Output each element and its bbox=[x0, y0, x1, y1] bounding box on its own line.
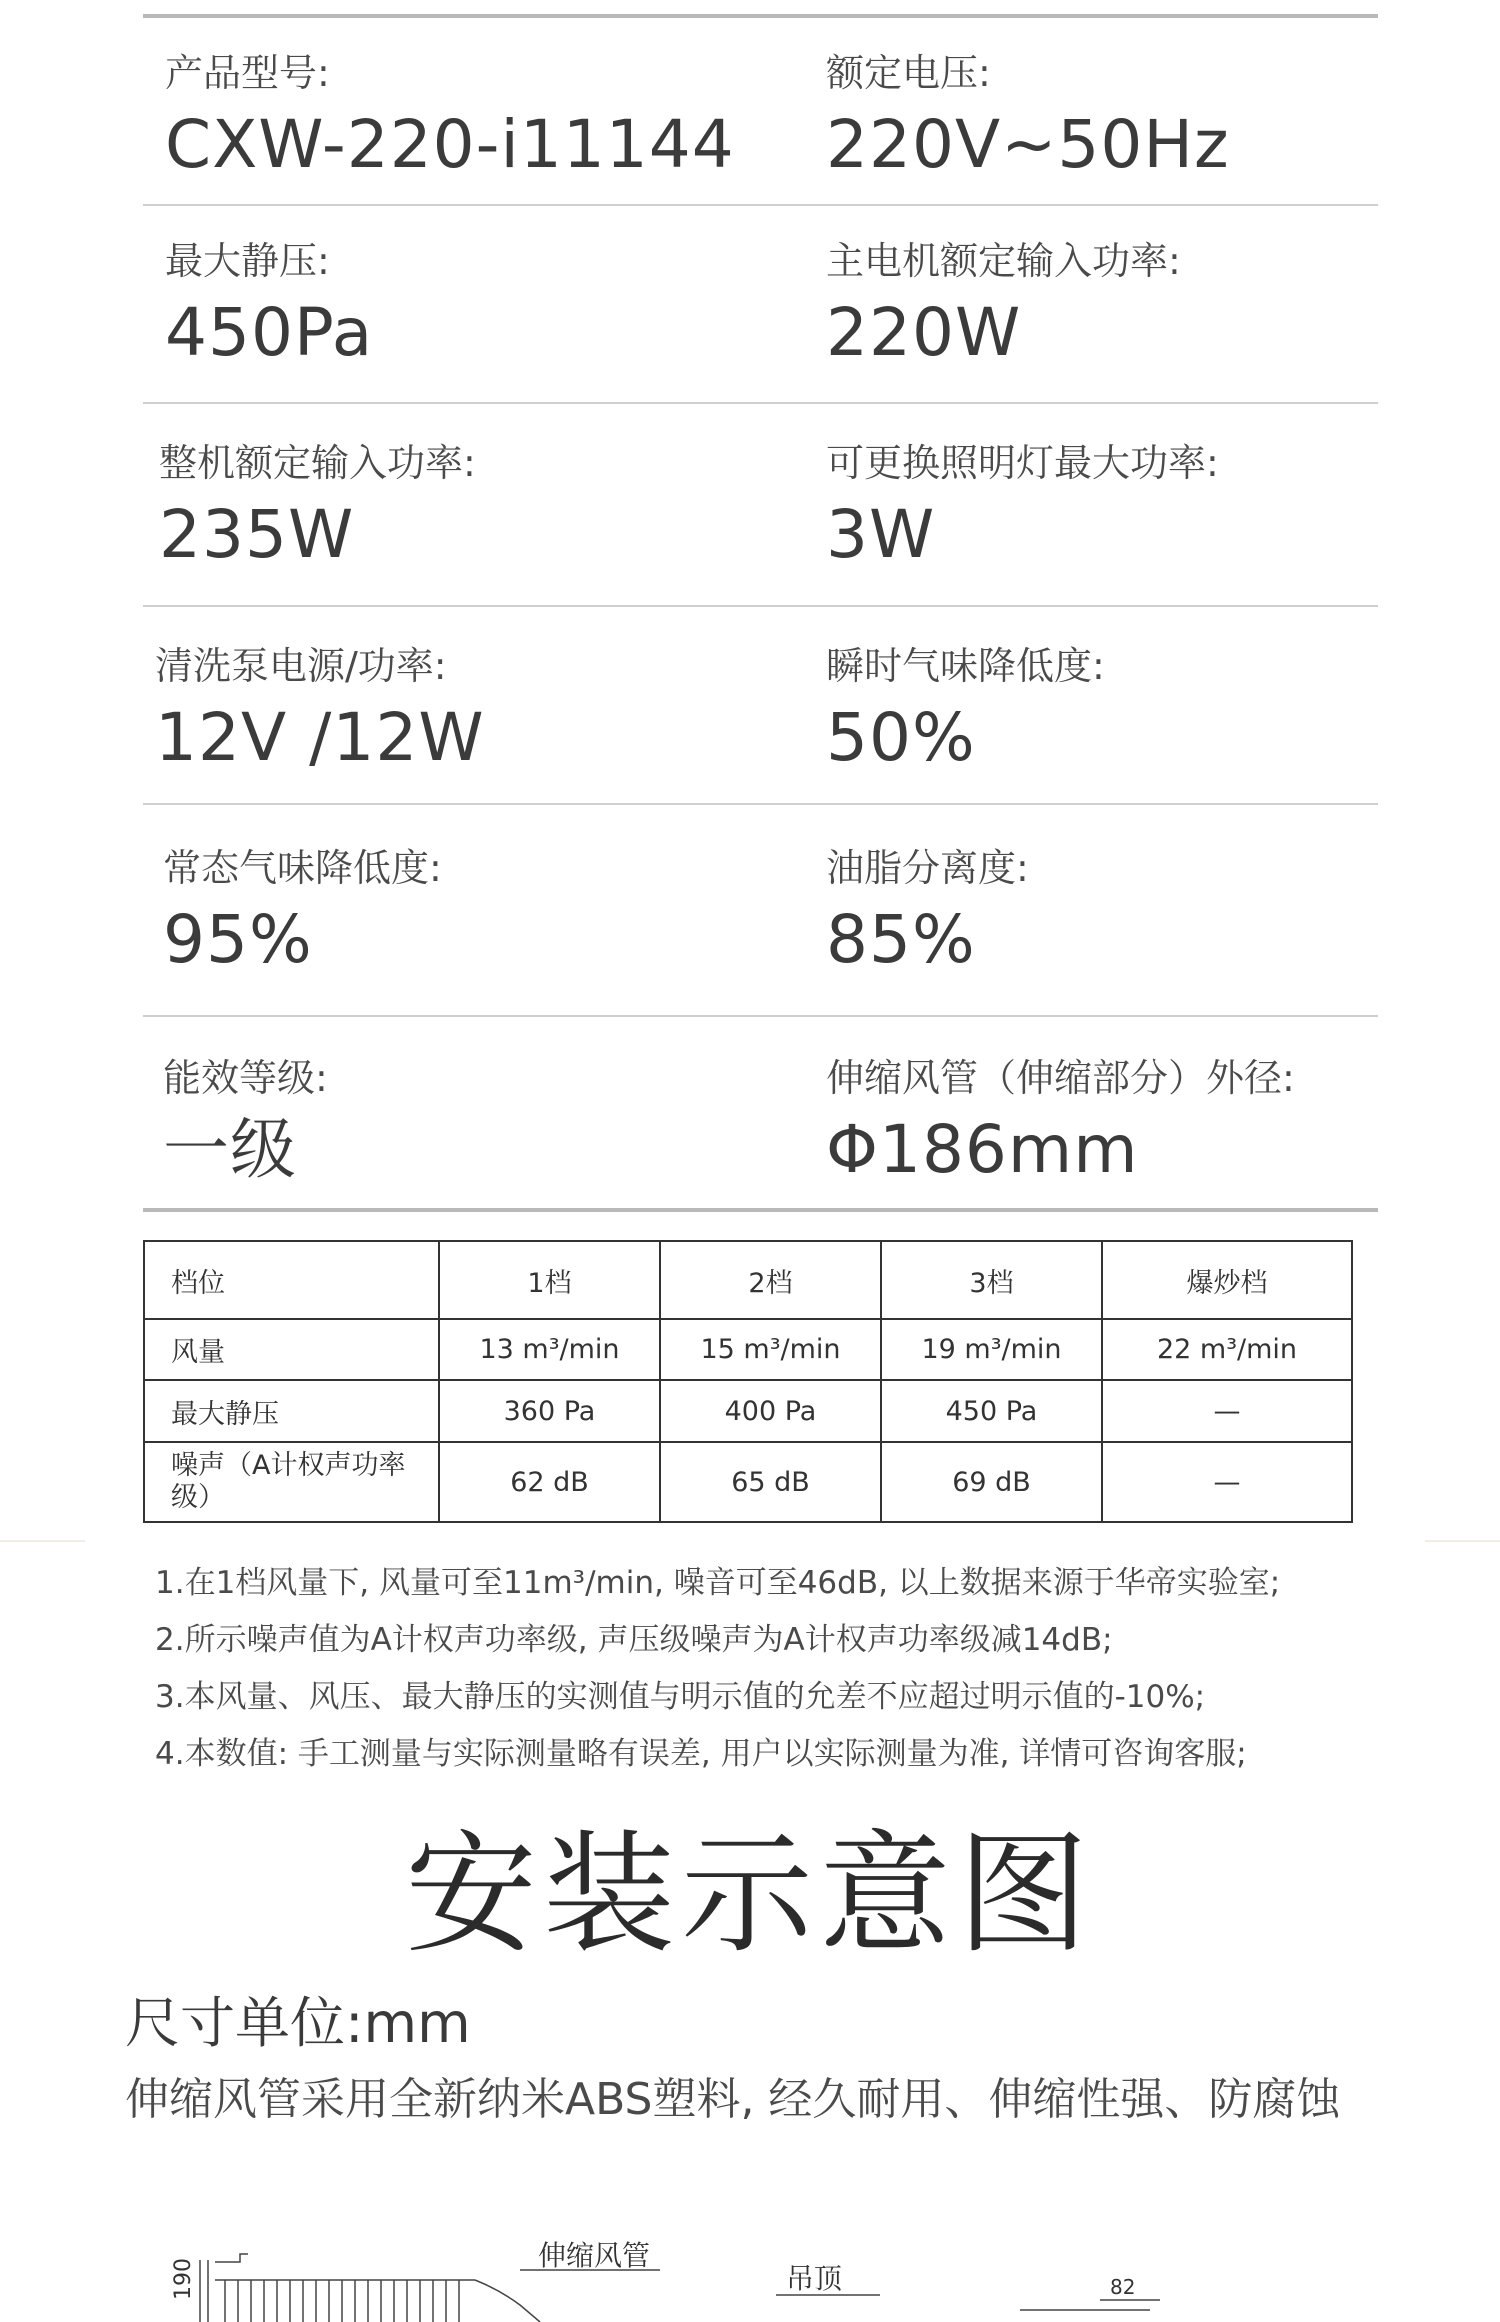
spec-rated-voltage bbox=[826, 50, 1230, 184]
diagram-line bbox=[475, 2280, 540, 2322]
spec-motor-power bbox=[826, 238, 1181, 372]
table-header-cell: 3档 bbox=[881, 1241, 1102, 1319]
footnotes bbox=[155, 1555, 1385, 1783]
spec-value: 220V~50Hz bbox=[826, 106, 1230, 183]
fan-speed-table bbox=[143, 1240, 1353, 1523]
spec-value: 50% bbox=[826, 699, 976, 776]
table-row-label: 噪声（A计权声功率级） bbox=[144, 1442, 439, 1522]
table-cell: — bbox=[1102, 1442, 1352, 1522]
table-row bbox=[144, 1380, 1352, 1442]
spec-label: 产品型号: bbox=[165, 51, 330, 95]
table-cell: 62 dB bbox=[439, 1442, 660, 1522]
table-cell: 13 m³/min bbox=[439, 1319, 660, 1380]
table-cell: 69 dB bbox=[881, 1442, 1102, 1522]
table-row-label: 最大静压 bbox=[144, 1380, 439, 1442]
table-row bbox=[144, 1319, 1352, 1380]
spec-row bbox=[143, 18, 1378, 206]
dimension-label: 190 bbox=[171, 2258, 196, 2300]
spec-grid bbox=[143, 18, 1378, 1212]
spec-row bbox=[143, 1017, 1378, 1212]
diagram-line bbox=[215, 2254, 248, 2262]
spec-label: 主电机额定输入功率: bbox=[826, 239, 1181, 283]
spec-label: 整机额定输入功率: bbox=[159, 441, 476, 485]
spec-label: 瞬时气味降低度: bbox=[826, 644, 1105, 688]
spec-label: 额定电压: bbox=[826, 51, 991, 95]
footnote: 2.所示噪声值为A计权声功率级, 声压级噪声为A计权声功率级减14dB; bbox=[155, 1622, 1113, 1658]
duct-ribs bbox=[225, 2280, 459, 2322]
edge-divider bbox=[0, 1540, 85, 1542]
spec-instant-odor bbox=[826, 643, 1105, 777]
table-header-cell: 档位 bbox=[144, 1241, 439, 1319]
spec-row bbox=[143, 404, 1378, 607]
table-cell: 15 m³/min bbox=[660, 1319, 881, 1380]
duct-label: 伸缩风管 bbox=[538, 2239, 651, 2272]
table-cell: 360 Pa bbox=[439, 1380, 660, 1442]
duct-description: 伸缩风管采用全新纳米ABS塑料, 经久耐用、伸缩性强、防腐蚀 bbox=[125, 2074, 1341, 2125]
table-cell: 22 m³/min bbox=[1102, 1319, 1352, 1380]
table-row bbox=[144, 1442, 1352, 1522]
spec-value: 220W bbox=[826, 294, 1022, 371]
spec-max-static-pressure bbox=[165, 238, 373, 372]
spec-model bbox=[165, 50, 735, 184]
table-cell: 400 Pa bbox=[660, 1380, 881, 1442]
spec-row bbox=[143, 607, 1378, 805]
spec-value: 450Pa bbox=[165, 294, 374, 371]
spec-label: 最大静压: bbox=[165, 239, 330, 283]
install-diagram bbox=[0, 2230, 1500, 2322]
table-header-cell: 1档 bbox=[439, 1241, 660, 1319]
spec-label: 清洗泵电源/功率: bbox=[155, 644, 447, 688]
spec-value: 3W bbox=[826, 496, 936, 573]
spec-pump-power bbox=[155, 643, 485, 777]
table-header-cell: 2档 bbox=[660, 1241, 881, 1319]
table-cell: — bbox=[1102, 1380, 1352, 1442]
spec-total-power bbox=[159, 440, 476, 574]
spec-normal-odor bbox=[163, 845, 442, 979]
ceiling-label: 吊顶 bbox=[786, 2262, 843, 2295]
spec-value: 一级 bbox=[163, 1111, 297, 1188]
spec-value: 12V /12W bbox=[155, 699, 485, 776]
footnote: 3.本风量、风压、最大静压的实测值与明示值的允差不应超过明示值的-10%; bbox=[155, 1679, 1206, 1715]
table-header-cell: 爆炒档 bbox=[1102, 1241, 1352, 1319]
install-diagram-title: 安装示意图 bbox=[405, 1818, 1095, 1972]
dimension-label: 82 bbox=[1110, 2275, 1136, 2299]
spec-row bbox=[143, 206, 1378, 404]
spec-value: 85% bbox=[826, 901, 976, 978]
spec-label: 能效等级: bbox=[163, 1056, 328, 1100]
table-cell: 65 dB bbox=[660, 1442, 881, 1522]
spec-label: 油脂分离度: bbox=[826, 846, 1029, 890]
spec-value: 235W bbox=[159, 496, 355, 573]
spec-grease-separation bbox=[826, 845, 1029, 979]
footnote: 4.本数值: 手工测量与实际测量略有误差, 用户以实际测量为准, 详情可咨询客服; bbox=[155, 1736, 1247, 1772]
table-cell: 19 m³/min bbox=[881, 1319, 1102, 1380]
spec-label: 常态气味降低度: bbox=[163, 846, 442, 890]
spec-energy-grade bbox=[163, 1055, 328, 1189]
spec-value: 95% bbox=[163, 901, 313, 978]
spec-value: CXW-220-i11144 bbox=[165, 106, 735, 183]
spec-row bbox=[143, 805, 1378, 1017]
spec-duct-diameter bbox=[826, 1055, 1295, 1189]
spec-value: Φ186mm bbox=[826, 1111, 1139, 1188]
unit-label: 尺寸单位:mm bbox=[125, 1991, 471, 2055]
spec-lamp-power bbox=[826, 440, 1219, 574]
edge-divider bbox=[1425, 1540, 1500, 1542]
spec-label: 伸缩风管（伸缩部分）外径: bbox=[826, 1056, 1295, 1100]
specs-bottom-divider bbox=[143, 1208, 1378, 1212]
table-header-row bbox=[144, 1241, 1352, 1319]
footnote: 1.在1档风量下, 风量可至11m³/min, 噪音可至46dB, 以上数据来源于华帝实验室; bbox=[155, 1565, 1281, 1601]
table-cell: 450 Pa bbox=[881, 1380, 1102, 1442]
spec-label: 可更换照明灯最大功率: bbox=[826, 441, 1219, 485]
table-row-label: 风量 bbox=[144, 1319, 439, 1380]
